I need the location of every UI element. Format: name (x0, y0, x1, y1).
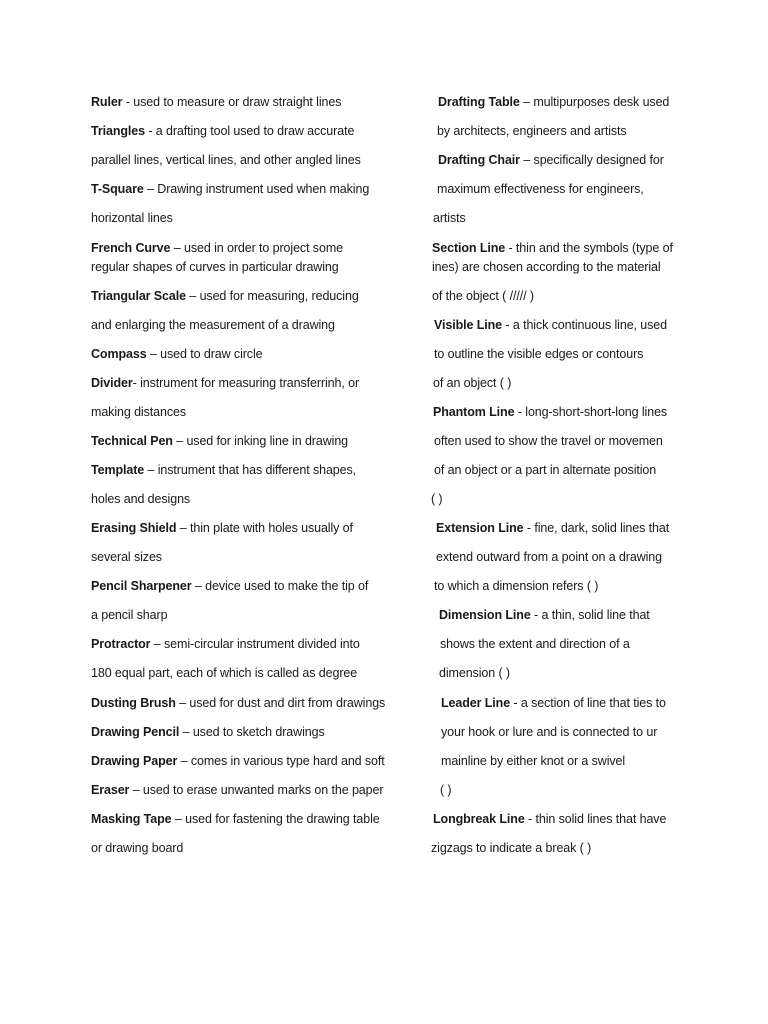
right-line (437, 124, 627, 138)
term: Template (91, 463, 145, 477)
definition: - a drafting tool used to draw accurate (144, 124, 355, 138)
definition: mainline by either knot or a swivel (441, 754, 626, 768)
right-line (438, 153, 664, 167)
definition: – used for dust and dirt from drawings (175, 696, 386, 710)
definition: – device used to make the tip of (191, 579, 369, 593)
left-line (91, 434, 348, 448)
left-line (91, 318, 335, 332)
left-line (91, 812, 380, 826)
left-line (91, 347, 263, 361)
definition: - thin and the symbols (type of (505, 241, 673, 255)
term: T-Square (91, 182, 144, 196)
definition: - a thin, solid line that (530, 608, 650, 622)
definition: - a section of line that ties to (510, 696, 666, 710)
definition: of an object ( ) (433, 376, 512, 390)
right-line (438, 95, 669, 109)
definition: - thin solid lines that have (524, 812, 667, 826)
right-line (433, 405, 667, 419)
term: Drawing Paper (91, 754, 178, 768)
left-line (91, 696, 385, 710)
term: Triangular Scale (91, 289, 186, 303)
left-line (91, 754, 385, 768)
left-line (91, 841, 183, 855)
right-line (433, 812, 666, 826)
left-line (91, 550, 162, 564)
right-line (433, 211, 466, 225)
definition: – Drawing instrument used when making (143, 182, 370, 196)
term: Compass (91, 347, 147, 361)
term: Section Line (432, 241, 506, 255)
right-line (432, 260, 661, 274)
term: Dimension Line (439, 608, 531, 622)
definition: holes and designs (91, 492, 191, 506)
term: Extension Line (436, 521, 524, 535)
definition: parallel lines, vertical lines, and other angled lines (91, 153, 361, 167)
definition: to outline the visible edges or contours (434, 347, 644, 361)
right-line (439, 666, 510, 680)
term: Drafting Chair (438, 153, 520, 167)
definition: by architects, engineers and artists (437, 124, 627, 138)
term: Protractor (91, 637, 151, 651)
term: Pencil Sharpener (91, 579, 192, 593)
definition: – semi-circular instrument divided into (150, 637, 360, 651)
definition: – used to sketch drawings (179, 725, 325, 739)
definition: – used in order to project some (170, 241, 343, 255)
right-line (441, 754, 625, 768)
left-line (91, 211, 173, 225)
left-line (91, 182, 369, 196)
left-line (91, 608, 167, 622)
definition: - a thick continuous line, used (502, 318, 667, 332)
left-line (91, 637, 360, 651)
definition: artists (433, 211, 466, 225)
definition: your hook or lure and is connected to ur (441, 725, 658, 739)
definition: – used for fastening the drawing table (171, 812, 380, 826)
definition: ( ) (431, 492, 443, 506)
right-line (433, 376, 511, 390)
left-line (91, 95, 341, 109)
term: French Curve (91, 241, 171, 255)
term: Masking Tape (91, 812, 172, 826)
right-line (434, 347, 643, 361)
definition: – specifically designed for (519, 153, 664, 167)
definition: – used to erase unwanted marks on the paper (129, 783, 384, 797)
term: Erasing Shield (91, 521, 177, 535)
right-line (432, 241, 673, 255)
term: Triangles (91, 124, 145, 138)
definition: of the object ( ///// ) (432, 289, 534, 303)
term: Drawing Pencil (91, 725, 180, 739)
term: Dusting Brush (91, 696, 176, 710)
term: Phantom Line (433, 405, 515, 419)
left-line (91, 376, 359, 390)
definition: horizontal lines (91, 211, 173, 225)
right-line (439, 608, 650, 622)
right-line (432, 289, 534, 303)
term: Drafting Table (438, 95, 520, 109)
definition: extend outward from a point on a drawing (436, 550, 662, 564)
right-line (441, 696, 666, 710)
right-line (441, 725, 657, 739)
definition: – instrument that has different shapes, (144, 463, 357, 477)
right-line (436, 550, 662, 564)
right-line (434, 463, 656, 477)
term: Technical Pen (91, 434, 173, 448)
left-line (91, 492, 190, 506)
left-line (91, 666, 357, 680)
definition: – used to draw circle (146, 347, 263, 361)
definition: or drawing board (91, 841, 184, 855)
left-line (91, 241, 343, 255)
term: Longbreak Line (433, 812, 525, 826)
right-line (434, 318, 667, 332)
definition: a pencil sharp (91, 608, 168, 622)
left-line (91, 124, 354, 138)
definition: and enlarging the measurement of a drawing (91, 318, 335, 332)
right-line (440, 637, 630, 651)
definition: of an object or a part in alternate position (434, 463, 657, 477)
left-line (91, 579, 368, 593)
definition: - long-short-short-long lines (514, 405, 668, 419)
left-line (91, 405, 186, 419)
left-line (91, 289, 359, 303)
definition: 180 equal part, each of which is called as degree (91, 666, 358, 680)
right-line (434, 579, 598, 593)
definition: several sizes (91, 550, 162, 564)
right-line (436, 521, 669, 535)
definition: regular shapes of curves in particular drawing (91, 260, 339, 274)
definition: – comes in various type hard and soft (177, 754, 385, 768)
definition: zigzags to indicate a break ( ) (431, 841, 592, 855)
right-line (434, 434, 663, 448)
definition: – thin plate with holes usually of (176, 521, 353, 535)
definition: maximum effectiveness for engineers, (437, 182, 644, 196)
definition: - instrument for measuring transferrinh, or (132, 376, 360, 390)
right-line (431, 841, 591, 855)
definition: - fine, dark, solid lines that (523, 521, 670, 535)
definition: dimension ( ) (439, 666, 510, 680)
definition: – used for measuring, reducing (185, 289, 359, 303)
term: Leader Line (441, 696, 511, 710)
left-line (91, 783, 383, 797)
right-line (440, 783, 452, 797)
left-line (91, 725, 325, 739)
term: Divider (91, 376, 133, 390)
definition: to which a dimension refers ( ) (434, 579, 599, 593)
definition: - used to measure or draw straight lines (122, 95, 342, 109)
term: Eraser (91, 783, 130, 797)
definition: making distances (91, 405, 186, 419)
left-line (91, 260, 339, 274)
definition: – multipurposes desk used (519, 95, 670, 109)
definition: often used to show the travel or movemen (434, 434, 663, 448)
left-line (91, 463, 356, 477)
definition: ines) are chosen according to the material (432, 260, 661, 274)
left-line (91, 521, 353, 535)
term: Ruler (91, 95, 123, 109)
definition: – used for inking line in drawing (172, 434, 349, 448)
definition: ( ) (440, 783, 452, 797)
right-line (431, 492, 443, 506)
left-line (91, 153, 361, 167)
definition: shows the extent and direction of a (440, 637, 630, 651)
term: Visible Line (434, 318, 503, 332)
right-line (437, 182, 644, 196)
